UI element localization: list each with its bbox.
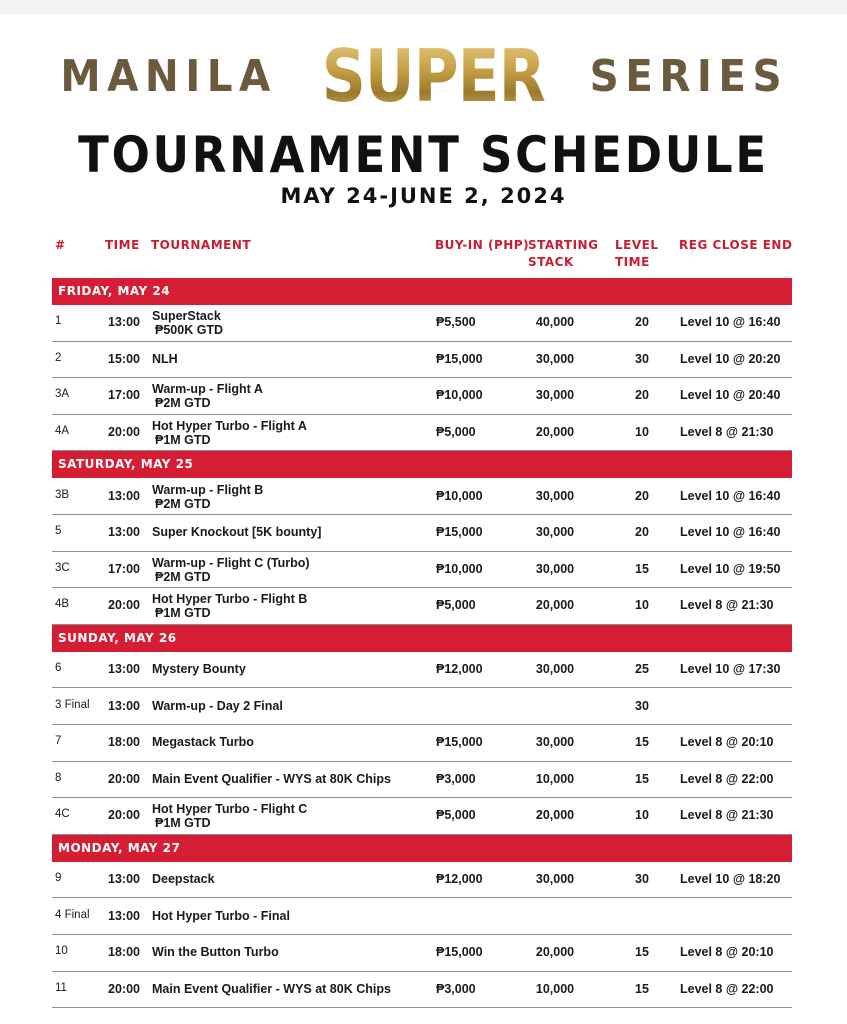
event-time: 13:00 <box>108 488 140 503</box>
event-starting-stack: 30,000 <box>535 488 575 503</box>
event-guarantee: ₱2M GTD <box>155 496 211 511</box>
event-buyin: ₱15,000 <box>436 351 483 366</box>
event-time: 13:00 <box>108 525 140 540</box>
table-row <box>52 652 792 689</box>
event-name-cell <box>152 909 290 923</box>
table-row <box>52 862 792 899</box>
event-number: 10 <box>55 945 68 958</box>
event-starting-stack: 30,000 <box>535 388 575 403</box>
event-level-time: 10 <box>635 598 649 613</box>
event-time: 20:00 <box>108 808 140 823</box>
event-guarantee: ₱1M GTD <box>155 816 211 831</box>
event-name: Deepstack <box>152 872 215 887</box>
event-name-cell <box>152 419 307 447</box>
col-stack-header-line2: STACK <box>528 255 574 269</box>
event-time: 18:00 <box>108 735 140 750</box>
event-buyin: ₱5,000 <box>436 425 476 440</box>
brand-word-center: SUPER <box>321 34 545 118</box>
event-starting-stack: 10,000 <box>535 771 575 786</box>
event-guarantee: ₱1M GTD <box>155 606 211 621</box>
event-level-time: 15 <box>635 945 649 960</box>
event-name: Warm-up - Flight B <box>152 482 264 497</box>
event-starting-stack: 30,000 <box>535 561 575 576</box>
event-number: 4A <box>55 425 70 438</box>
event-name-cell <box>152 735 254 749</box>
event-buyin: ₱15,000 <box>436 735 483 750</box>
event-reg-close: Level 8 @ 22:00 <box>680 771 774 786</box>
event-starting-stack: 30,000 <box>535 525 575 540</box>
event-number: 4C <box>55 808 70 821</box>
event-name-cell <box>152 872 215 886</box>
event-level-time: 30 <box>635 872 649 887</box>
event-level-time: 15 <box>635 561 649 576</box>
event-time: 20:00 <box>108 771 140 786</box>
event-number: 5 <box>55 525 62 538</box>
event-guarantee: ₱2M GTD <box>155 396 211 411</box>
event-level-time: 30 <box>635 698 649 713</box>
event-reg-close: Level 10 @ 18:20 <box>680 872 781 887</box>
event-starting-stack: 30,000 <box>535 662 575 677</box>
table-row <box>52 378 792 415</box>
event-reg-close: Level 8 @ 21:30 <box>680 808 774 823</box>
event-number: 1 <box>55 315 62 328</box>
event-reg-close: Level 10 @ 20:20 <box>680 351 781 366</box>
event-number: 3B <box>55 488 70 501</box>
event-name-cell <box>152 982 391 996</box>
event-buyin: ₱3,000 <box>436 981 476 996</box>
event-name-cell <box>152 382 263 410</box>
event-time: 18:00 <box>108 945 140 960</box>
table-row <box>52 588 792 625</box>
event-number: 4 Final <box>55 908 90 921</box>
event-reg-close: Level 10 @ 16:40 <box>680 525 781 540</box>
event-time: 20:00 <box>108 981 140 996</box>
event-dates: MAY 24-JUNE 2, 2024 <box>280 184 567 208</box>
table-row <box>52 898 792 935</box>
table-row <box>52 688 792 725</box>
event-level-time: 20 <box>635 525 649 540</box>
day-header: FRIDAY, MAY 24 <box>52 278 792 305</box>
event-guarantee: ₱1M GTD <box>155 433 211 448</box>
event-name: Megastack Turbo <box>152 735 254 750</box>
event-starting-stack: 10,000 <box>535 981 575 996</box>
event-guarantee: ₱2M GTD <box>155 569 211 584</box>
col-num-header: # <box>55 238 66 252</box>
col-tournament-header: TOURNAMENT <box>151 238 252 252</box>
event-starting-stack: 20,000 <box>535 808 575 823</box>
table-row <box>52 725 792 762</box>
event-name: Win the Button Turbo <box>152 945 279 960</box>
event-number: 11 <box>55 981 67 994</box>
event-starting-stack: 20,000 <box>535 425 575 440</box>
event-number: 4B <box>55 598 70 611</box>
event-name-cell <box>152 772 391 786</box>
event-starting-stack: 20,000 <box>535 945 575 960</box>
event-buyin: ₱10,000 <box>436 488 483 503</box>
event-buyin: ₱12,000 <box>436 872 483 887</box>
event-time: 17:00 <box>108 561 140 576</box>
event-time: 17:00 <box>108 388 140 403</box>
table-row <box>52 552 792 589</box>
table-row <box>52 972 792 1009</box>
event-buyin: ₱12,000 <box>436 662 483 677</box>
event-buyin: ₱15,000 <box>436 945 483 960</box>
table-row <box>52 935 792 972</box>
event-reg-close: Level 10 @ 16:40 <box>680 315 781 330</box>
event-name: SuperStack <box>152 309 221 324</box>
col-level-header <box>615 237 658 271</box>
table-row <box>52 798 792 835</box>
event-level-time: 20 <box>635 388 649 403</box>
event-time: 13:00 <box>108 662 140 677</box>
brand-word-right: SERIES <box>589 50 788 102</box>
event-name: Hot Hyper Turbo - Flight A <box>152 419 307 434</box>
event-number: 9 <box>55 872 62 885</box>
table-row <box>52 415 792 452</box>
event-name: Hot Hyper Turbo - Final <box>152 908 290 923</box>
event-name-cell <box>152 699 283 713</box>
event-name: Hot Hyper Turbo - Flight B <box>152 592 308 607</box>
event-reg-close: Level 8 @ 21:30 <box>680 425 774 440</box>
event-number: 2 <box>55 351 62 364</box>
event-name-cell <box>152 352 178 366</box>
event-level-time: 25 <box>635 662 649 677</box>
event-name: Hot Hyper Turbo - Flight C <box>152 802 308 817</box>
event-time: 13:00 <box>108 872 140 887</box>
event-number: 8 <box>55 771 62 784</box>
event-number: 3C <box>55 561 70 574</box>
event-name-cell <box>152 483 263 511</box>
event-name: Warm-up - Day 2 Final <box>152 698 283 713</box>
event-name-cell <box>152 945 279 959</box>
event-reg-close: Level 10 @ 19:50 <box>680 561 781 576</box>
table-row <box>52 342 792 379</box>
event-name: NLH <box>152 351 178 366</box>
event-reg-close: Level 10 @ 20:40 <box>680 388 781 403</box>
col-level-header-line1: LEVEL <box>615 238 659 252</box>
event-name: Warm-up - Flight A <box>152 382 263 397</box>
event-time: 13:00 <box>108 908 140 923</box>
event-buyin: ₱5,000 <box>436 808 476 823</box>
event-time: 13:00 <box>108 315 140 330</box>
event-buyin: ₱3,000 <box>436 771 476 786</box>
event-reg-close: Level 8 @ 20:10 <box>680 945 774 960</box>
brand-word-left: MANILA <box>60 50 277 102</box>
event-reg-close: Level 8 @ 21:30 <box>680 598 774 613</box>
event-number: 7 <box>55 735 62 748</box>
event-number: 3A <box>55 388 70 401</box>
event-level-time: 20 <box>635 488 649 503</box>
event-buyin: ₱10,000 <box>436 388 483 403</box>
event-name-cell <box>152 525 321 539</box>
event-buyin: ₱10,000 <box>436 561 483 576</box>
col-time-header: TIME <box>105 238 140 252</box>
col-stack-header-line1: STARTING <box>528 238 599 252</box>
col-buyin-header: BUY-IN (PHP) <box>435 238 530 252</box>
event-buyin: ₱15,000 <box>436 525 483 540</box>
event-guarantee: ₱500K GTD <box>155 323 224 338</box>
top-margin-strip <box>0 0 847 14</box>
event-name-cell <box>152 662 246 676</box>
event-name: Warm-up - Flight C (Turbo) <box>152 555 310 570</box>
table-row <box>52 305 792 342</box>
event-starting-stack: 20,000 <box>535 598 575 613</box>
event-number: 3 Final <box>55 698 90 711</box>
day-header: SUNDAY, MAY 26 <box>52 625 792 652</box>
col-stack-header <box>528 237 598 271</box>
event-starting-stack: 40,000 <box>535 315 575 330</box>
event-reg-close: Level 10 @ 16:40 <box>680 488 781 503</box>
event-name: Main Event Qualifier - WYS at 80K Chips <box>152 771 391 786</box>
day-header: MONDAY, MAY 27 <box>52 835 792 862</box>
event-name: Super Knockout [5K bounty] <box>152 525 322 540</box>
event-time: 20:00 <box>108 425 140 440</box>
event-level-time: 15 <box>635 771 649 786</box>
event-level-time: 15 <box>635 735 649 750</box>
table-row <box>52 515 792 552</box>
event-starting-stack: 30,000 <box>535 872 575 887</box>
col-regclose-header: REG CLOSE END <box>679 238 793 252</box>
event-time: 15:00 <box>108 351 140 366</box>
event-name: Mystery Bounty <box>152 662 246 677</box>
event-name-cell <box>152 592 307 620</box>
page-title: TOURNAMENT SCHEDULE <box>78 126 769 184</box>
col-level-header-line2: TIME <box>615 255 650 269</box>
event-name-cell <box>152 802 307 830</box>
event-buyin: ₱5,500 <box>436 315 476 330</box>
event-reg-close: Level 8 @ 20:10 <box>680 735 774 750</box>
table-row <box>52 478 792 515</box>
event-starting-stack: 30,000 <box>535 351 575 366</box>
table-row <box>52 762 792 799</box>
event-name-cell <box>152 556 310 584</box>
event-starting-stack: 30,000 <box>535 735 575 750</box>
event-buyin: ₱5,000 <box>436 598 476 613</box>
event-name-cell <box>152 309 223 337</box>
event-level-time: 10 <box>635 808 649 823</box>
event-reg-close: Level 8 @ 22:00 <box>680 981 774 996</box>
event-name: Main Event Qualifier - WYS at 80K Chips <box>152 981 391 996</box>
event-reg-close: Level 10 @ 17:30 <box>680 662 781 677</box>
event-time: 20:00 <box>108 598 140 613</box>
event-level-time: 30 <box>635 351 649 366</box>
day-header: SATURDAY, MAY 25 <box>52 451 792 478</box>
event-number: 6 <box>55 662 62 675</box>
event-level-time: 20 <box>635 315 649 330</box>
brand-logo <box>0 34 847 118</box>
event-level-time: 10 <box>635 425 649 440</box>
event-time: 13:00 <box>108 698 140 713</box>
event-level-time: 15 <box>635 981 649 996</box>
